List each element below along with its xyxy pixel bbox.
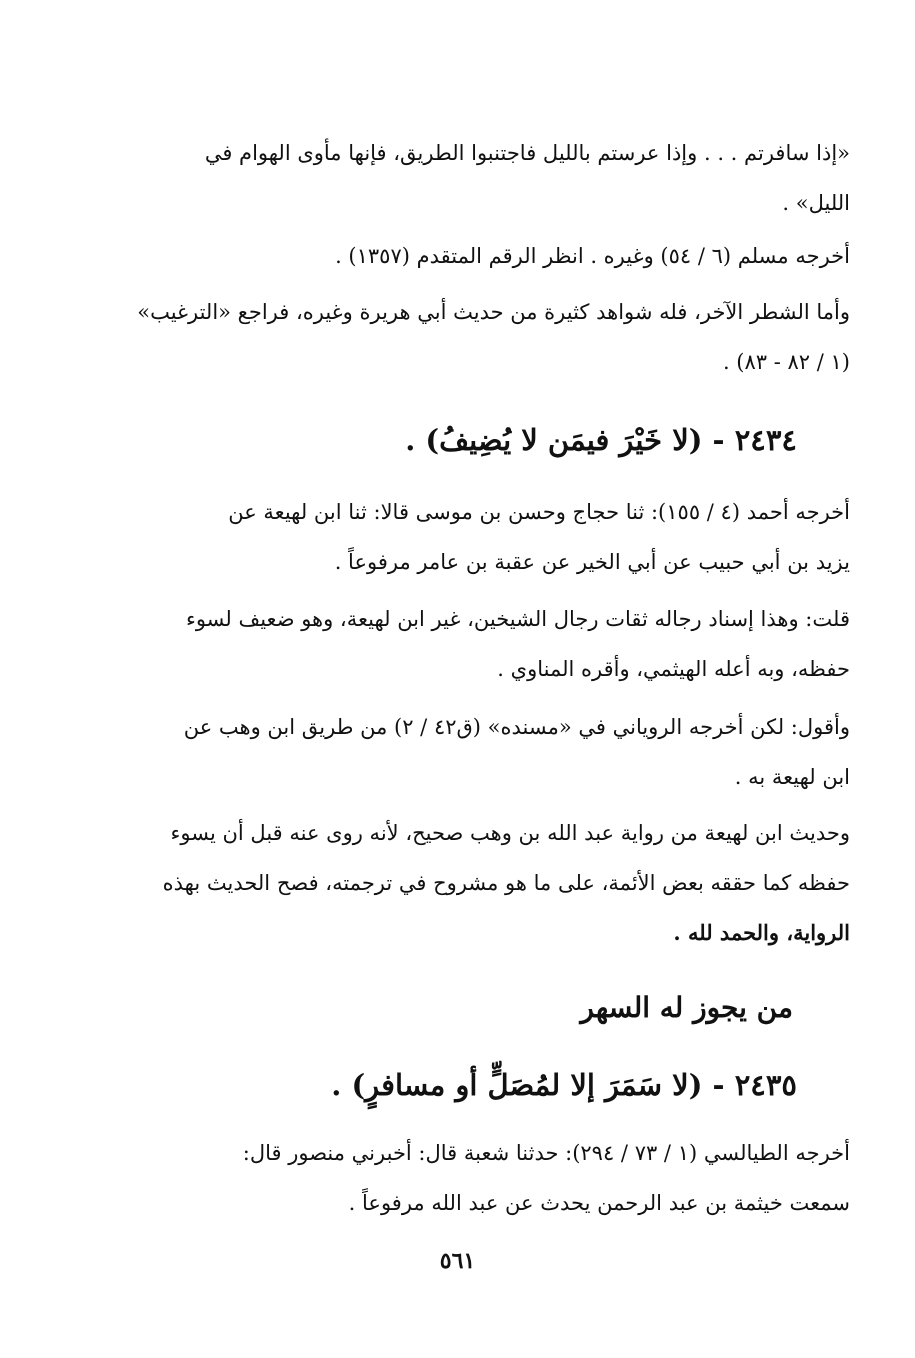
text-line: الرواية، والحمد لله . [673,920,850,945]
hadith-heading-2434: ٢٤٣٤ - (لا خَيْرَ فيمَن لا يُضِيفُ) . [405,423,797,457]
text-line: أخرجه مسلم (٦ / ٥٤) وغيره . انظر الرقم المتقدم (١٣٥٧) . [335,244,850,268]
text-line: وأما الشطر الآخر، فله شواهد كثيرة من حديث أبي هريرة وغيره، فراجع «الترغيب» [137,300,850,324]
hadith-2434-addition [108,702,850,802]
text-line: ابن لهيعة به . [734,765,850,789]
text-line: «إذا سافرتم . . . وإذا عرستم بالليل فاجتنبوا الطريق، فإنها مأوى الهوام في [204,141,850,165]
hadith-2435-takhrij [108,1128,850,1228]
text-line: حفظه، وبه أعله الهيثمي، وأقره المناوي . [497,657,850,681]
text-line: وحديث ابن لهيعة من رواية عبد الله بن وهب صحيح، لأنه روى عنه قبل أن يسوء [170,821,850,845]
text-line: أخرجه أحمد (٤ / ١٥٥): ثنا حجاج وحسن بن موسى قالا: ثنا ابن لهيعة عن [228,500,850,524]
text-line: وأقول: لكن أخرجه الروياني في «مسنده» (ق٤٢ / ٢) من طريق ابن وهب عن [183,715,850,739]
text-line: سمعت خيثمة بن عبد الرحمن يحدث عن عبد الله مرفوعاً . [348,1191,850,1215]
text-line: أخرجه الطيالسي (١ / ٧٣ / ٢٩٤): حدثنا شعبة قال: أخبرني منصور قال: [242,1141,850,1165]
text-line: حفظه كما حققه بعض الأئمة، على ما هو مشروح في ترجمته، فصح الحديث بهذه [162,871,850,895]
hadith-2434-comment [108,594,850,694]
text-line: قلت: وهذا إسناد رجاله ثقات رجال الشيخين، غير ابن لهيعة، وهو ضعيف لسوء [185,607,850,631]
page-number: ٥٦١ [439,1248,476,1274]
witness-paragraph [108,287,850,387]
quote-paragraph [108,128,850,228]
text-line: الليل» . [782,191,850,215]
hadith-2434-verdict [108,808,850,958]
section-title: من يجوز له السهر [580,991,793,1024]
hadith-2434-takhrij [108,487,850,587]
text-line: (١ / ٨٢ - ٨٣) . [722,350,850,374]
hadith-heading-2435: ٢٤٣٥ - (لا سَمَرَ إلا لمُصَلٍّ أو مسافرٍ) . [331,1068,797,1102]
text-line: يزيد بن أبي حبيب عن أبي الخير عن عقبة بن عامر مرفوعاً . [334,550,850,574]
source-paragraph [108,231,850,281]
